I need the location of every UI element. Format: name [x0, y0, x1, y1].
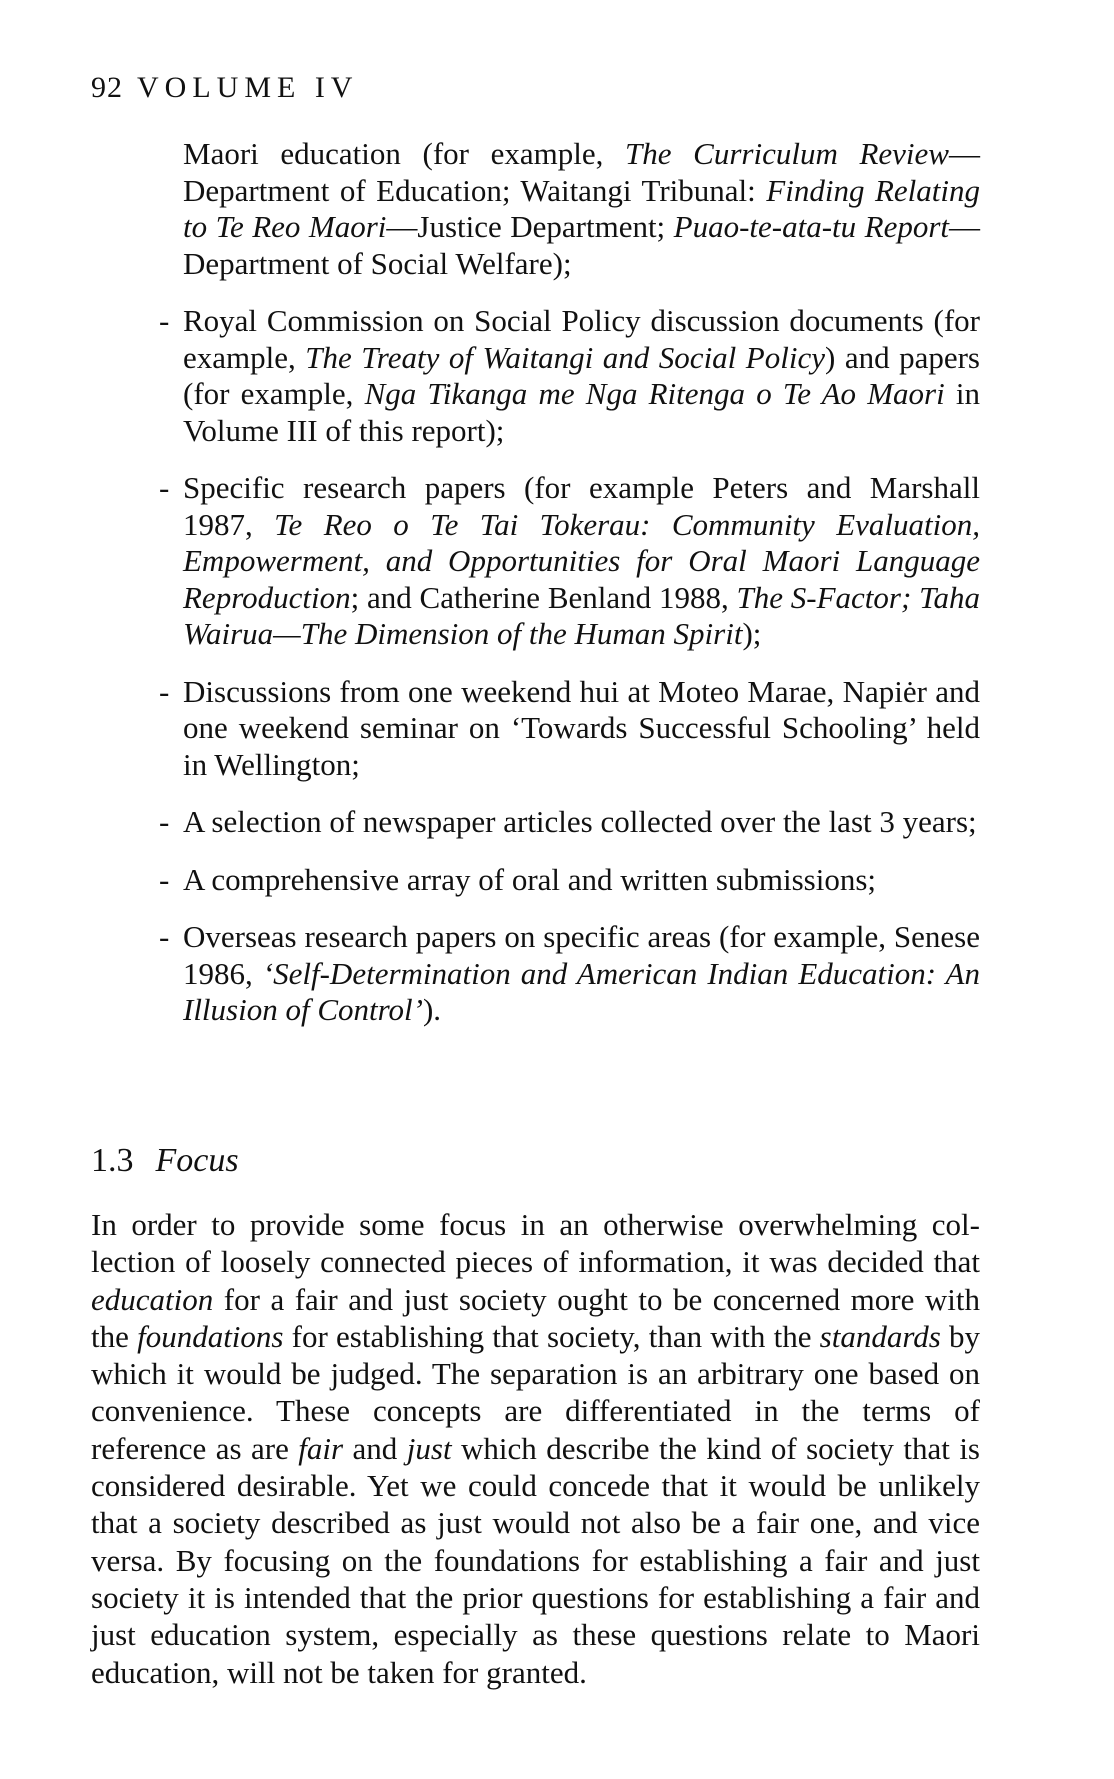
emphasis: foundations [137, 1318, 284, 1354]
list-item [159, 861, 980, 899]
text-run: ); [742, 616, 762, 651]
section-heading [91, 1141, 239, 1181]
list-dash: - [159, 303, 170, 338]
list-item [159, 673, 980, 784]
text-run: Overseas research papers on specific areas (for example, Senese 1986, [183, 919, 980, 991]
running-head [91, 70, 358, 106]
text-run: A selection of newspaper articles collected over the last 3 years; [183, 804, 977, 839]
text-run: ). [422, 992, 442, 1027]
section-number: 1.3 [91, 1142, 134, 1179]
list-dash: - [159, 919, 170, 954]
italic-title: Te Reo o Te Tai Tokerau: Community Evaluation, Empowerment, and Opportunities for Oral Maori Language Reproduction [183, 506, 980, 615]
text-run: Maori education (for example, [183, 136, 626, 171]
italic-title: Finding Relating to Te Reo Maori [183, 172, 980, 244]
sources-list [159, 136, 981, 1050]
text-run: by which it would be judged. The separation is an arbitrary one based on convenience. These concepts are differentiated in the terms of reference as are [91, 1318, 981, 1466]
text-run: ) and papers (for example, [183, 339, 980, 411]
text-run: ; and Catherine Benland 1988, [350, 579, 737, 615]
list-dash: - [159, 470, 170, 505]
italic-title: Nga Tikanga me Nga Ritenga o Te Ao Maori [364, 376, 945, 411]
emphasis: fair [298, 1430, 344, 1466]
list-item [159, 804, 980, 841]
page-number: 92 [91, 71, 123, 104]
text-run: —Department of Social Welfare); [183, 209, 981, 281]
list-dash: - [159, 861, 170, 897]
list-dash: - [159, 804, 170, 839]
focus-paragraph [91, 1206, 980, 1691]
italic-title: The S-Factor; Taha Wairua—The Dimension of the Human Spirit [183, 579, 980, 651]
text-run: —Department of Education; Waitangi Tribunal: [183, 136, 980, 208]
emphasis: standards [819, 1318, 941, 1354]
list-item [159, 303, 980, 449]
text-run: for a fair and just society ought to be concerned more with the [91, 1281, 980, 1354]
text-run: Royal Commission on Social Policy discussion documents (for example, [183, 303, 980, 375]
text-run: for establishing that society, than with the [283, 1318, 820, 1354]
italic-title: ‘Self-Determination and American Indian Education: An Illusion of Control’ [183, 955, 980, 1027]
text-run: which describe the kind of society that is considered desirable. Yet we could concede that it would be unlikely that a society described as just would not also be a fair one, and vice versa. By focusing on the foundations for establishing a fair and just society it is intended that the prior questions for establishing a fair and just education system, especially as these questions relate to Maori education, will not be taken for granted. [91, 1430, 980, 1690]
text-run: Discussions from one weekend hui at Moteo Marae, Napiėr and one weekend seminar on ‘Towards Successful Schooling’ held in Wellington; [183, 673, 980, 782]
text-run: Specific research papers (for example Peters and Marshall 1987, [183, 470, 980, 542]
text-run: In order to provide some focus in an otherwise overwhelming collection of loosely connected pieces of information, it was decided that [91, 1207, 980, 1280]
volume-label: VOLUME IV [137, 71, 359, 104]
list-item [159, 919, 980, 1029]
intro-continuation [183, 136, 980, 282]
italic-title: The Curriculum Review [625, 136, 949, 171]
text-run: in Volume III of this report); [183, 376, 980, 448]
list-dash: - [159, 673, 170, 709]
text-run: —Justice Department; [386, 209, 674, 244]
italic-title: Puao-te-ata-tu Report [673, 209, 950, 244]
italic-title: The Treaty of Waitangi and Social Policy [305, 339, 825, 375]
section-title: Focus [155, 1142, 239, 1179]
text-run: and [343, 1430, 407, 1466]
emphasis: just [406, 1430, 452, 1466]
emphasis: education [91, 1281, 214, 1317]
list-item [159, 470, 980, 653]
text-run: A comprehensive array of oral and written submissions; [183, 861, 877, 897]
